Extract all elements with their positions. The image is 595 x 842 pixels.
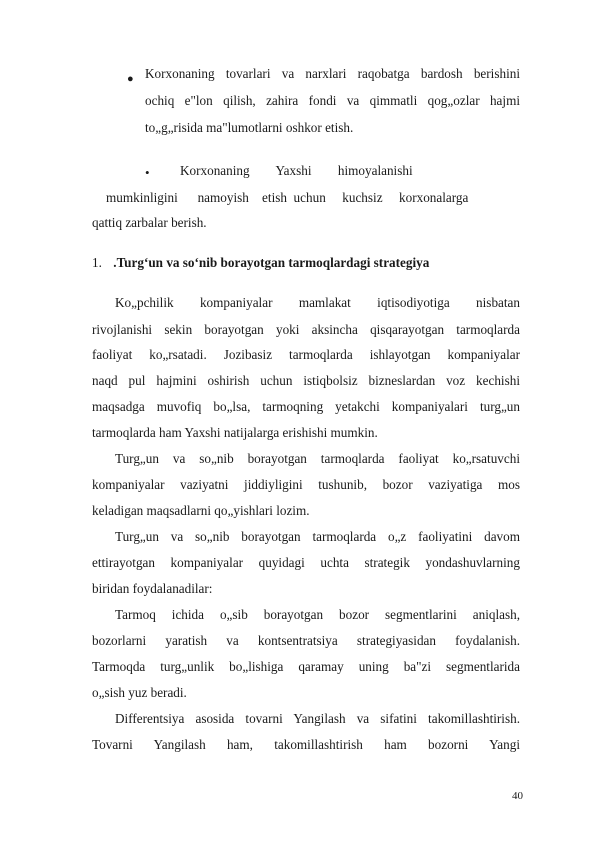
para4-line: Tarmoqda turg„unlik bo„lishiga qaramay uning ba"zi segmentlarida: [92, 659, 520, 674]
bullet-marker: •: [145, 165, 150, 180]
para1-line: naqd pul hajmini oshirish uchun istiqbolsiz bizneslardan voz kechishi: [92, 373, 520, 388]
para1-line: tarmoqlarda ham Yaxshi natijalarga erishishi mumkin.: [92, 425, 378, 440]
para3-line: biridan foydalanadilar:: [92, 581, 213, 596]
para2-line: keladigan maqsadlarni qo„yishlari lozim.: [92, 503, 310, 518]
section-title: .Turg‘un va so‘nib borayotgan tarmoqlardagi strategiya: [113, 255, 430, 270]
para1-line: faoliyat ko„rsatadi. Jozibasiz tarmoqlarda ishlayotgan kompaniyalar: [92, 347, 520, 362]
para2-line: Turg„un va so„nib borayotgan tarmoqlarda faoliyat ko„rsatuvchi: [115, 451, 520, 466]
bullet2-line3: qattiq zarbalar berish.: [92, 215, 207, 230]
para5-line: Differentsiya asosida tovarni Yangilash va sifatini takomillashtirish.: [115, 711, 520, 726]
para1-line: rivojlanishi sekin borayotgan yoki aksincha qisqarayotgan tarmoqlarda: [92, 322, 520, 337]
bullet2-line2: mumkinligini namoyish etish uchun kuchsiz korxonalarga: [106, 190, 469, 205]
bullet2-line1: Korxonaning Yaxshi himoyalanishi: [180, 163, 413, 178]
para4-line: bozorlarni yaratish va kontsentratsiya strategiyasidan foydalanish.: [92, 633, 520, 648]
page-number: 40: [512, 790, 523, 802]
para3-line: ettirayotgan kompaniyalar quyidagi uchta strategik yondashuvlarning: [92, 555, 520, 570]
para4-line: Tarmoq ichida o„sib borayotgan bozor segmentlarini aniqlash,: [115, 607, 520, 622]
para1-line: maqsadga muvofiq bo„lsa, tarmoqning yetakchi kompaniyalari turg„un: [92, 399, 520, 414]
para3-line: Turg„un va so„nib borayotgan tarmoqlarda o„z faoliyatini davom: [115, 529, 520, 544]
para1-line: Ko„pchilik kompaniyalar mamlakat iqtisodiyotiga nisbatan: [115, 295, 520, 310]
para5-line: Tovarni Yangilash ham, takomillashtirish ham bozorni Yangi: [92, 737, 520, 752]
bullet1-line1: Korxonaning tovarlari va narxlari raqobatga bardosh berishini: [145, 66, 520, 81]
para4-line: o„sish yuz beradi.: [92, 685, 187, 700]
bullet1-line3: to„g„risida ma"lumotlarni oshkor etish.: [145, 120, 354, 135]
bullet1-line2: ochiq e"lon qilish, zahira fondi va qimmatli qog„ozlar hajmi: [145, 93, 520, 108]
section-heading: [92, 254, 532, 272]
bullet-marker: ●: [127, 73, 134, 85]
para2-line: kompaniyalar vaziyatni jiddiyligini tushunib, bozor vaziyatiga mos: [92, 477, 520, 492]
section-number: 1.: [92, 255, 102, 270]
